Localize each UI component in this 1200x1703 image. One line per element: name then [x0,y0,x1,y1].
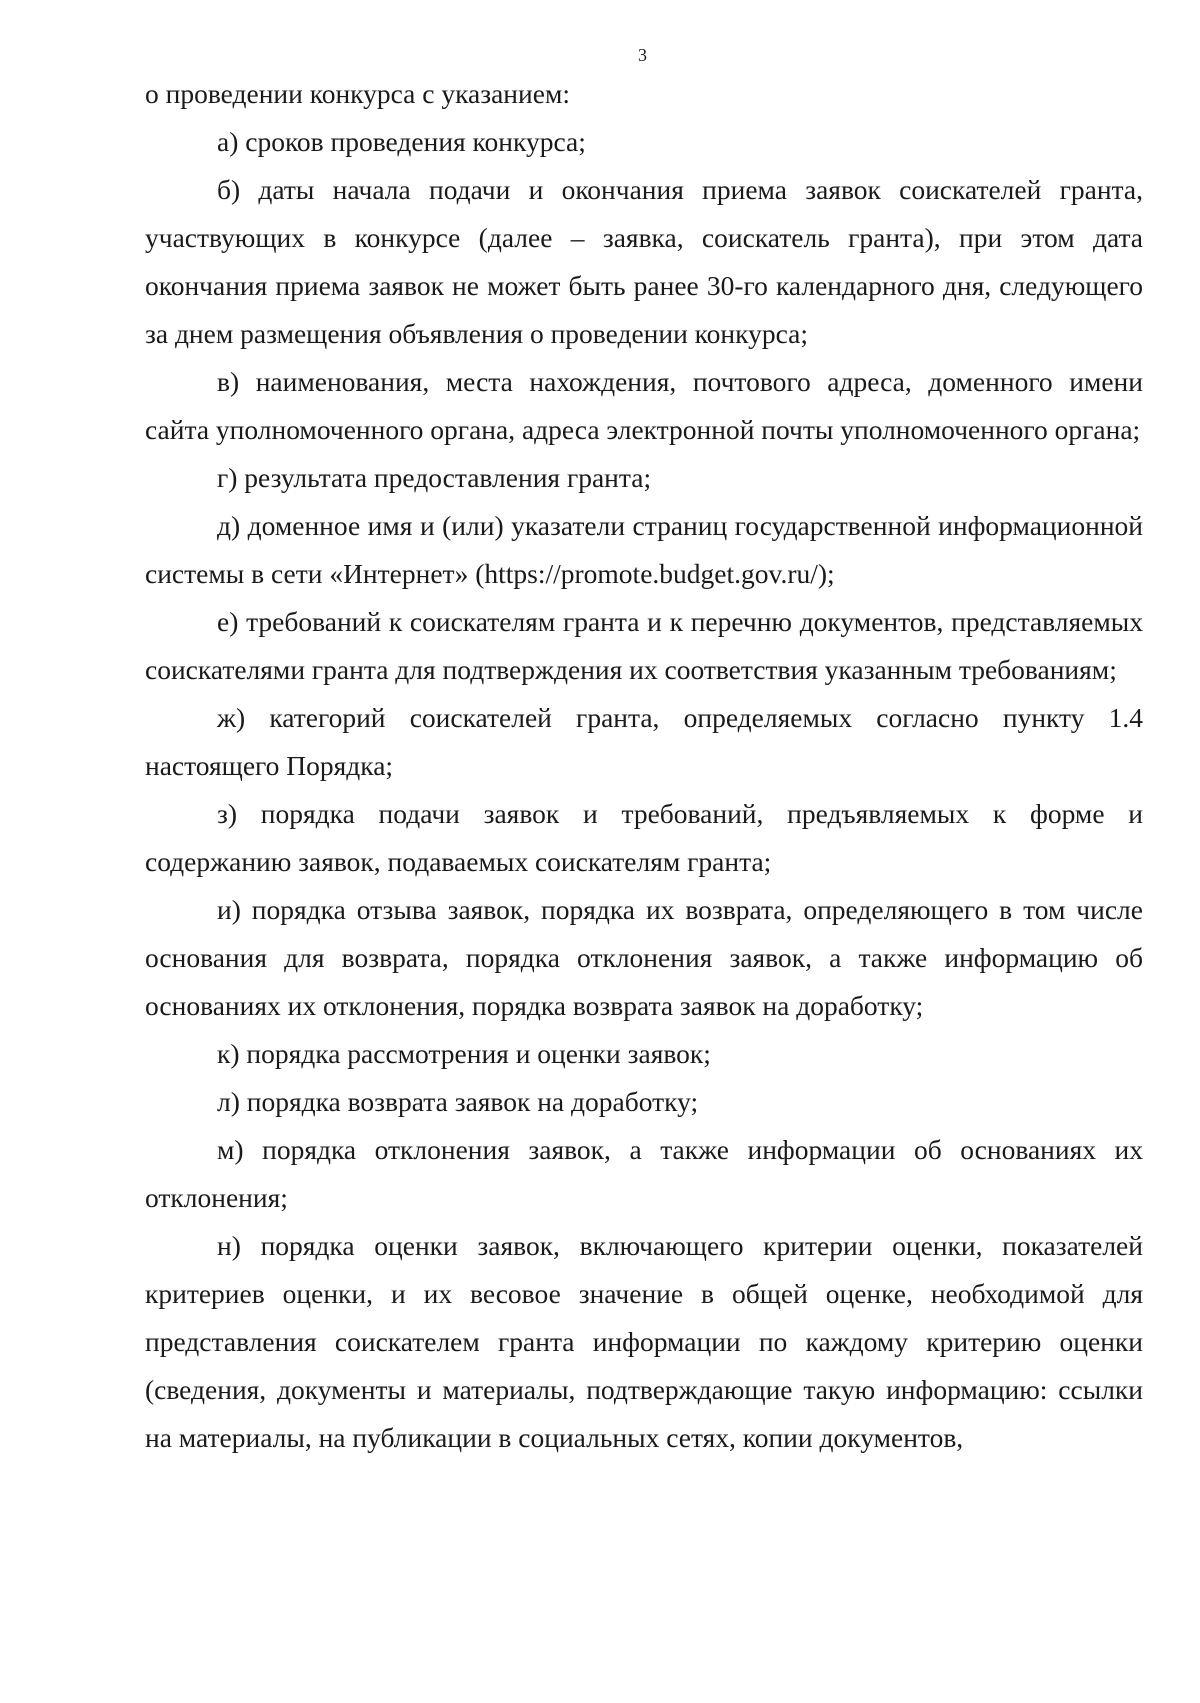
paragraph-item-v [145,358,1143,454]
paragraph-text: д) доменное имя и (или) указатели страниц государственной информационной системы в сети «Интернет» (https://promote.budget.gov.ru/); [145,510,1143,589]
paragraph-intro [145,70,1143,118]
paragraph-text: к) порядка рассмотрения и оценки заявок; [217,1038,711,1069]
paragraph-item-z [145,790,1143,886]
paragraph-item-zh [145,694,1143,790]
paragraph-item-l [145,1078,1143,1126]
document-body [145,70,1143,1462]
paragraph-text: б) даты начала подачи и окончания приема заявок соискателей гранта, участвующих в конкурсе (далее – заявка, соискатель гранта), при этом дата окончания приема заявок не может быть ранее 30-го календарного дня, следующего за днем размещения объявления о проведении конкурса; [145,174,1143,349]
paragraph-item-n [145,1222,1143,1462]
paragraph-item-d [145,502,1143,598]
paragraph-text: л) порядка возврата заявок на доработку; [217,1086,699,1117]
paragraph-item-a [145,118,1143,166]
paragraph-item-e [145,598,1143,694]
paragraph-text: и) порядка отзыва заявок, порядка их возврата, определяющего в том числе основания для возврата, порядка отклонения заявок, а также информацию об основаниях их отклонения, порядка возврата заявок на доработку; [145,894,1143,1021]
paragraph-text: о проведении конкурса с указанием: [145,78,570,109]
page-number: 3 [638,45,647,65]
paragraph-text: з) порядка подачи заявок и требований, предъявляемых к форме и содержанию заявок, подаваемых соискателям гранта; [145,798,1143,877]
paragraph-text: в) наименования, места нахождения, почтового адреса, доменного имени сайта уполномоченного органа, адреса электронной почты уполномоченного органа; [145,366,1143,445]
paragraph-text: м) порядка отклонения заявок, а также информации об основаниях их отклонения; [145,1134,1143,1213]
paragraph-item-b [145,166,1143,358]
paragraph-text: а) сроков проведения конкурса; [217,126,586,157]
paragraph-item-i [145,886,1143,1030]
paragraph-text: е) требований к соискателям гранта и к перечню документов, представляемых соискателями гранта для подтверждения их соответствия указанным требованиям; [145,606,1143,685]
paragraph-text: г) результата предоставления гранта; [217,462,652,493]
paragraph-text: н) порядка оценки заявок, включающего критерии оценки, показателей критериев оценки, и их весовое значение в общей оценке, необходимой для представления соискателем гранта информации по каждому критерию оценки (сведения, документы и материалы, подтверждающие такую информацию: ссылки на материалы, на публикации в социальных сетях, копии документов, [145,1230,1143,1453]
paragraph-item-g [145,454,1143,502]
paragraph-text: ж) категорий соискателей гранта, определяемых согласно пункту 1.4 настоящего Порядка; [145,702,1143,781]
paragraph-item-m [145,1126,1143,1222]
paragraph-item-k [145,1030,1143,1078]
